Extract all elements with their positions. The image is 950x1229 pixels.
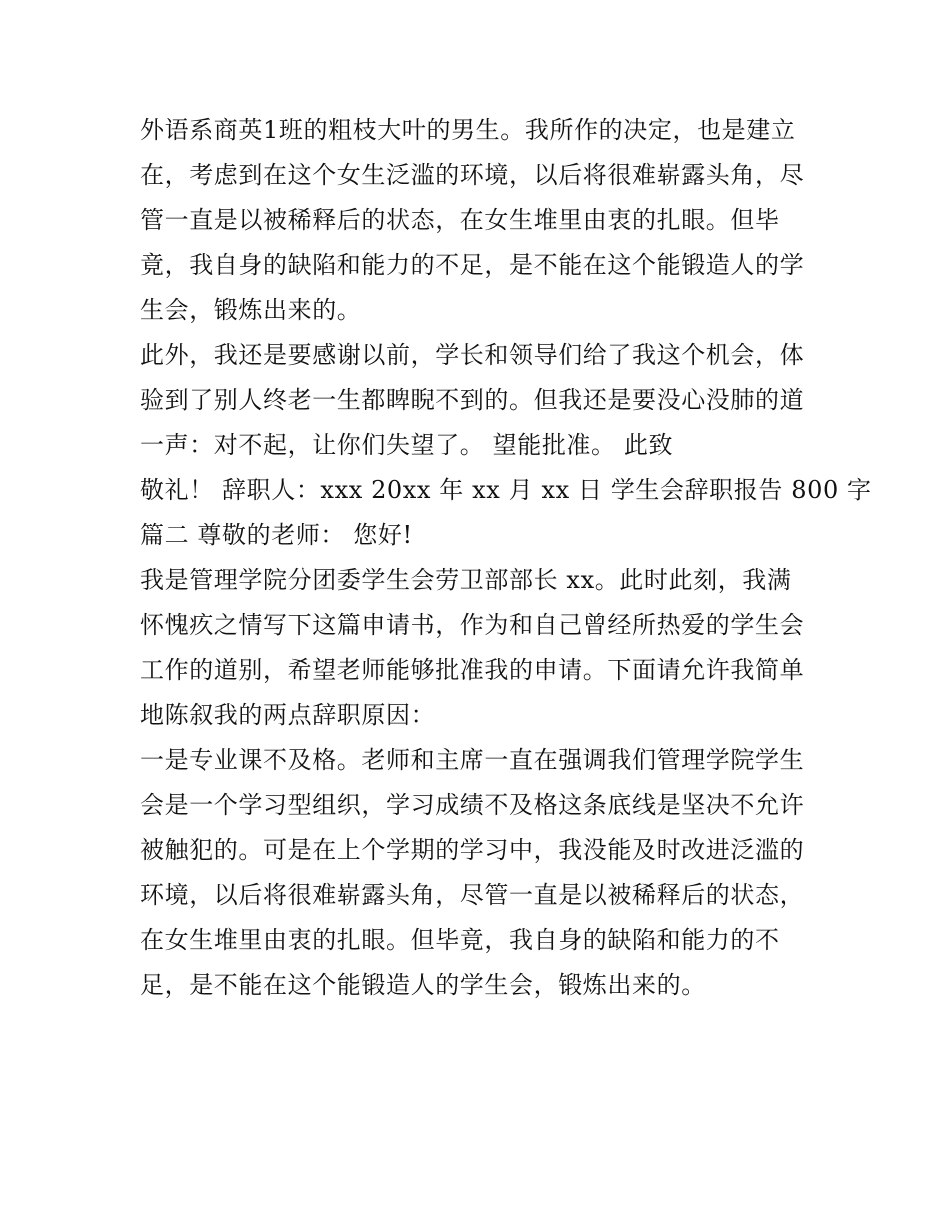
- text-line: 我是管理学院分团委学生会劳卫部部长 xx。此时此刻，我满: [140, 566, 792, 594]
- text-line: 被触犯的。可是在上个学期的学习中，我没能及时改进泛滥的: [140, 836, 805, 864]
- text-line: 生会，锻炼出来的。: [140, 296, 362, 324]
- text-line: 竟，我自身的缺陷和能力的不足，是不能在这个能锻造人的学: [140, 251, 805, 279]
- text-line: 环境，以后将很难崭露头角，尽管一直是以被稀释后的状态，: [140, 881, 805, 909]
- document-body: [140, 108, 872, 1008]
- text-line: 验到了别人终老一生都睥睨不到的。但我还是要没心没肺的道: [140, 386, 805, 414]
- text-line: 工作的道别，希望老师能够批准我的申请。下面请允许我简单: [140, 656, 805, 684]
- text-line: 此外，我还是要感谢以前，学长和领导们给了我这个机会，体: [140, 341, 805, 369]
- text-line: 在，考虑到在这个女生泛滥的环境，以后将很难崭露头角，尽: [140, 161, 805, 189]
- text-line: 敬礼！ 辞职人：xxx 20xx 年 xx 月 xx 日 学生会辞职报告 800 字: [140, 476, 872, 504]
- text-line: 篇二 尊敬的老师： 您好!: [140, 521, 413, 549]
- text-line: 在女生堆里由衷的扎眼。但毕竟，我自身的缺陷和能力的不: [140, 926, 780, 954]
- text-line: 管一直是以被稀释后的状态，在女生堆里由衷的扎眼。但毕: [140, 206, 780, 234]
- text-line: 怀愧疚之情写下这篇申请书，作为和自己曾经所热爱的学生会: [140, 611, 805, 639]
- text-line: 地陈叙我的两点辞职原因：: [140, 701, 436, 729]
- text-line: 足，是不能在这个能锻造人的学生会，锻炼出来的。: [140, 971, 706, 999]
- text-line: 会是一个学习型组织，学习成绩不及格这条底线是坚决不允许: [140, 791, 805, 819]
- text-line: 一声：对不起，让你们失望了。 望能批准。 此致: [140, 431, 674, 459]
- text-line: 一是专业课不及格。老师和主席一直在强调我们管理学院学生: [140, 746, 805, 774]
- text-line: 外语系商英1班的粗枝大叶的男生。我所作的决定，也是建立: [140, 116, 796, 144]
